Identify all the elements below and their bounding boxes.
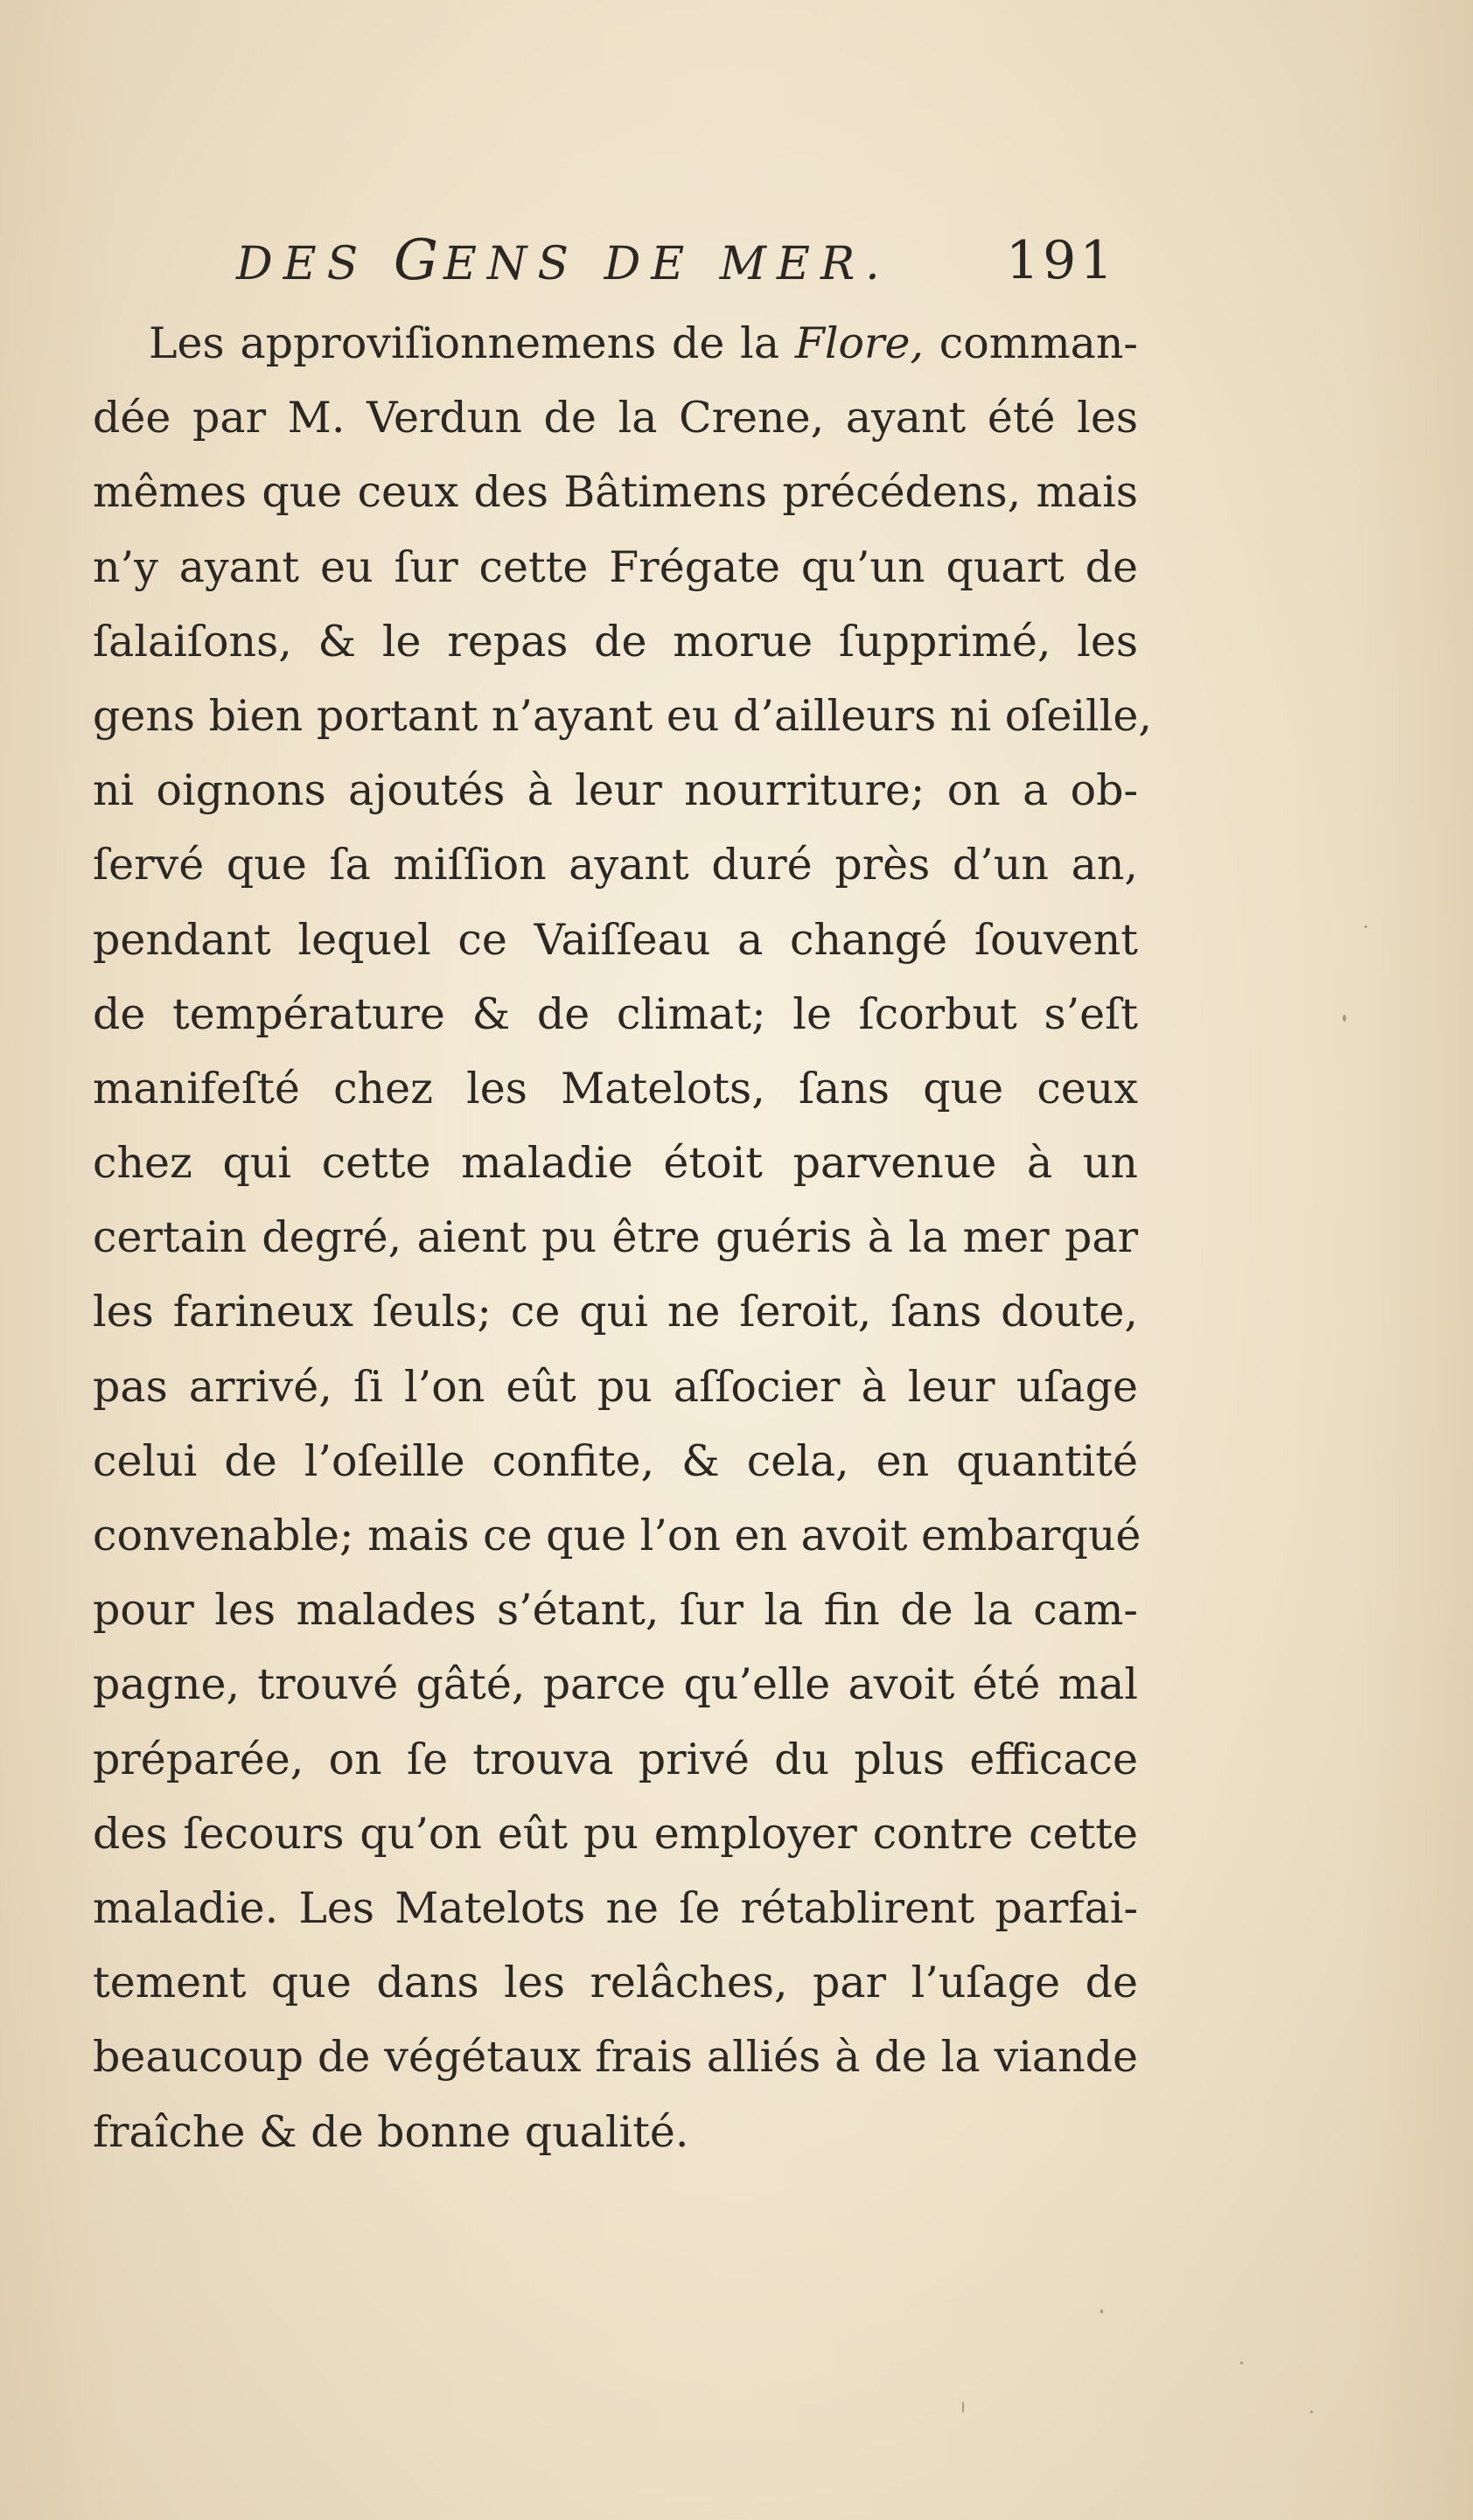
text-line — [93, 380, 1138, 455]
running-head — [236, 226, 1137, 296]
text-line-roman: maladie. Les Matelots ne ſe rétablirent parfai- — [93, 1882, 1138, 1933]
paper-speck — [962, 2401, 964, 2413]
text-line-roman: pendant lequel ce Vaiſſeau a changé ſouvent — [93, 914, 1138, 965]
text-line — [93, 827, 1138, 902]
text-line-roman: ſervé que ſa miſſion ayant duré près d’un an, — [93, 840, 1138, 890]
paper-speck — [1240, 2362, 1243, 2364]
text-line — [93, 2020, 1138, 2094]
text-line-roman: pagne, trouvé gâté, parce qu’elle avoit été mal — [93, 1659, 1138, 1710]
text-line — [93, 1797, 1138, 1871]
body-paragraph — [93, 306, 1152, 2169]
paper-speck — [1365, 925, 1367, 928]
text-line — [93, 604, 1138, 679]
text-line — [93, 530, 1138, 604]
page-number: 191 — [1006, 230, 1117, 291]
text-line-roman: de température & de climat; le ſcorbut s’eſt — [93, 988, 1138, 1039]
running-head-des: DES — [236, 238, 369, 290]
text-line-roman: manifeſté chez les Matelots, ſans que ceux — [93, 1063, 1138, 1113]
text-line-italic: Flore, — [794, 318, 925, 368]
paper-speck — [1343, 1015, 1346, 1022]
running-head-mer: MER. — [719, 238, 890, 290]
text-line-roman: fraîche & de bonne qualité. — [93, 2106, 689, 2157]
text-line-roman: préparée, on ſe trouva privé du plus efficace — [93, 1734, 1138, 1784]
text-line — [93, 1945, 1138, 2020]
paper-speck — [1100, 2309, 1103, 2314]
text-line-roman: Les approviſionnemens de la — [149, 318, 795, 368]
text-line — [93, 1498, 1141, 1573]
text-line-roman: n’y ayant eu ſur cette Frégate qu’un quart de — [93, 541, 1138, 592]
text-line-roman: pour les malades s’étant, ſur la fin de la cam- — [93, 1585, 1138, 1636]
running-head-ens: ENS — [443, 238, 580, 290]
text-line-roman: les farineux ſeuls; ce qui ne ſeroit, ſans doute, — [93, 1287, 1138, 1337]
text-line-roman: celui de l’oſeille confite, & cela, en quantité — [93, 1435, 1138, 1486]
text-line-roman: mêmes que ceux des Bâtimens précédens, mais — [93, 467, 1138, 518]
text-line — [93, 1200, 1138, 1274]
text-line — [93, 1274, 1138, 1349]
text-line-roman: ni oignons ajoutés à leur nourriture; on a ob- — [93, 765, 1138, 816]
text-line — [93, 306, 1138, 380]
text-line — [93, 1126, 1138, 1200]
text-line-roman: des ſecours qu’on eût pu employer contre cette — [93, 1808, 1138, 1859]
text-line — [93, 977, 1138, 1051]
text-line — [93, 1722, 1138, 1797]
text-line-roman: certain degré, aient pu être guéris à la mer par — [93, 1212, 1138, 1263]
running-head-de: DE — [604, 238, 695, 290]
text-line — [93, 1051, 1138, 1126]
text-line — [93, 1647, 1138, 1721]
text-line — [93, 1871, 1138, 1945]
text-line-roman: convenable; mais ce que l’on en avoit embarqué — [93, 1511, 1141, 1560]
text-line-roman-after: comman- — [924, 318, 1138, 368]
text-line — [93, 679, 1152, 753]
text-line-roman: dée par M. Verdun de la Crene, ayant été les — [93, 393, 1138, 443]
text-line — [93, 903, 1138, 977]
text-line-roman: chez qui cette maladie étoit parvenue à un — [93, 1138, 1138, 1189]
text-line-roman: gens bien portant n’ayant eu d’ailleurs ni oſeille, — [93, 690, 1152, 741]
running-head-cap-g: G — [393, 228, 443, 293]
text-line — [93, 455, 1138, 529]
text-line — [93, 753, 1138, 827]
text-line — [93, 1424, 1138, 1498]
text-line — [93, 1573, 1138, 1647]
text-line — [93, 1350, 1138, 1424]
paper-speck — [1310, 2411, 1313, 2413]
text-line — [93, 2095, 1138, 2169]
text-line-roman: ſalaiſons, & le repas de morue ſupprimé, les — [93, 616, 1138, 667]
text-line-roman: beaucoup de végétaux frais alliés à de la viande — [93, 2032, 1138, 2083]
text-line-roman: pas arrivé, ſi l’on eût pu aſſocier à leur uſage — [93, 1361, 1138, 1412]
text-line-roman: tement que dans les relâches, par l’uſage de — [93, 1958, 1138, 2008]
